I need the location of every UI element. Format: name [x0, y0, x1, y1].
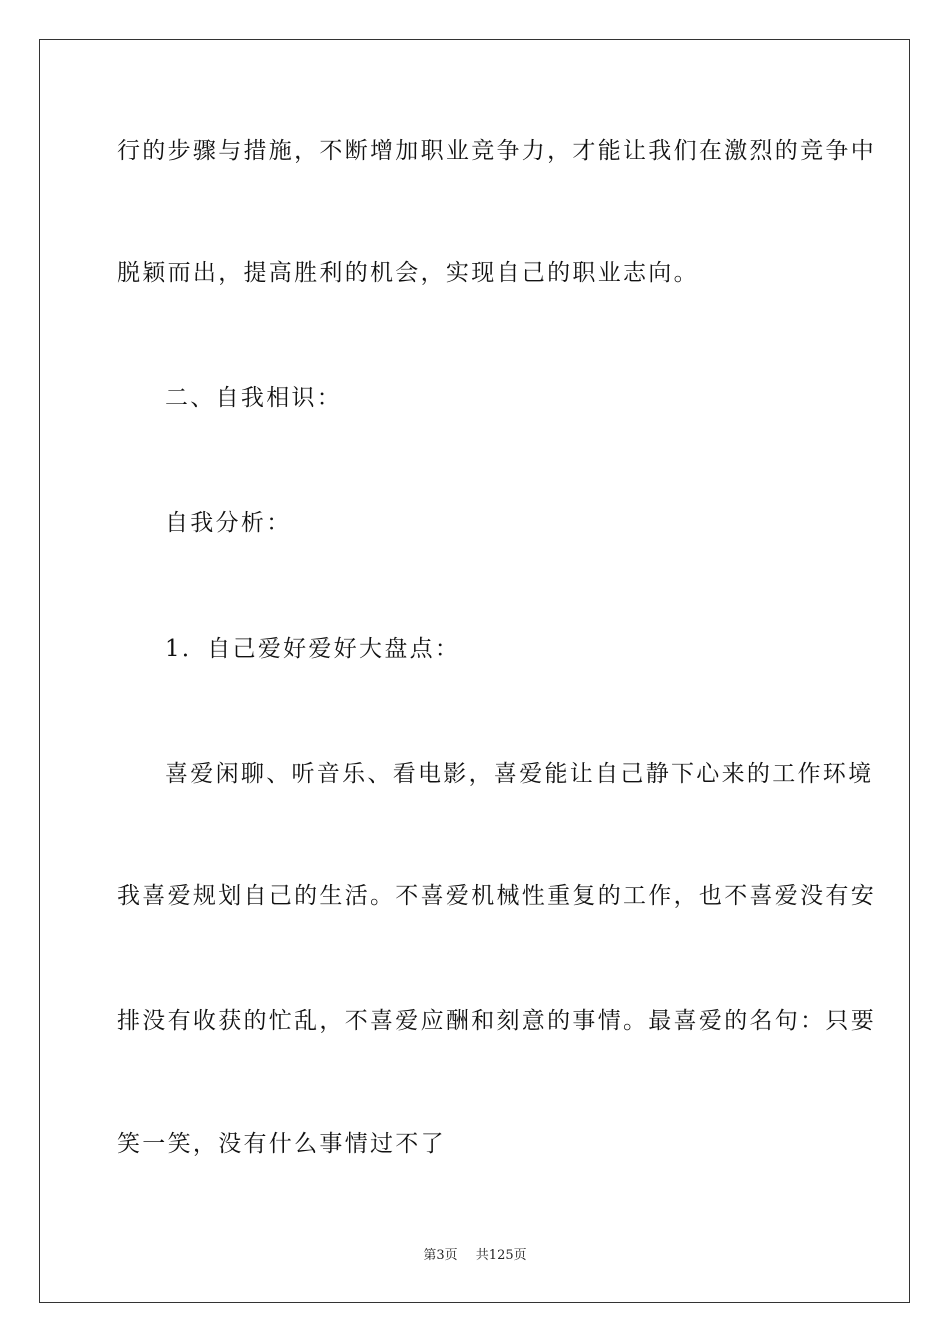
subsection-heading: 自我分析：	[165, 510, 292, 536]
page-border	[39, 39, 910, 1303]
body-text-line: 脱颖而出，提高胜利的机会，实现自己的职业志向。	[117, 260, 699, 286]
body-text-line: 笑一笑，没有什么事情过不了	[117, 1131, 446, 1157]
body-text-line: 喜爱闲聊、听音乐、看电影，喜爱能让自己静下心来的工作环境	[165, 761, 874, 787]
body-text-line: 排没有收获的忙乱，不喜爱应酬和刻意的事情。最喜爱的名句：只要	[117, 1008, 876, 1034]
list-item-heading: 1．自己爱好爱好大盘点：	[165, 636, 461, 662]
section-heading: 二、自我相识：	[165, 385, 343, 411]
page-footer	[0, 1248, 950, 1264]
page-total: 共125页	[475, 1248, 527, 1263]
body-text-line: 我喜爱规划自己的生活。不喜爱机械性重复的工作，也不喜爱没有安	[117, 883, 876, 909]
body-text-line: 行的步骤与措施，不断增加职业竞争力，才能让我们在激烈的竞争中	[117, 138, 876, 164]
page-number: 第3页	[423, 1248, 458, 1263]
